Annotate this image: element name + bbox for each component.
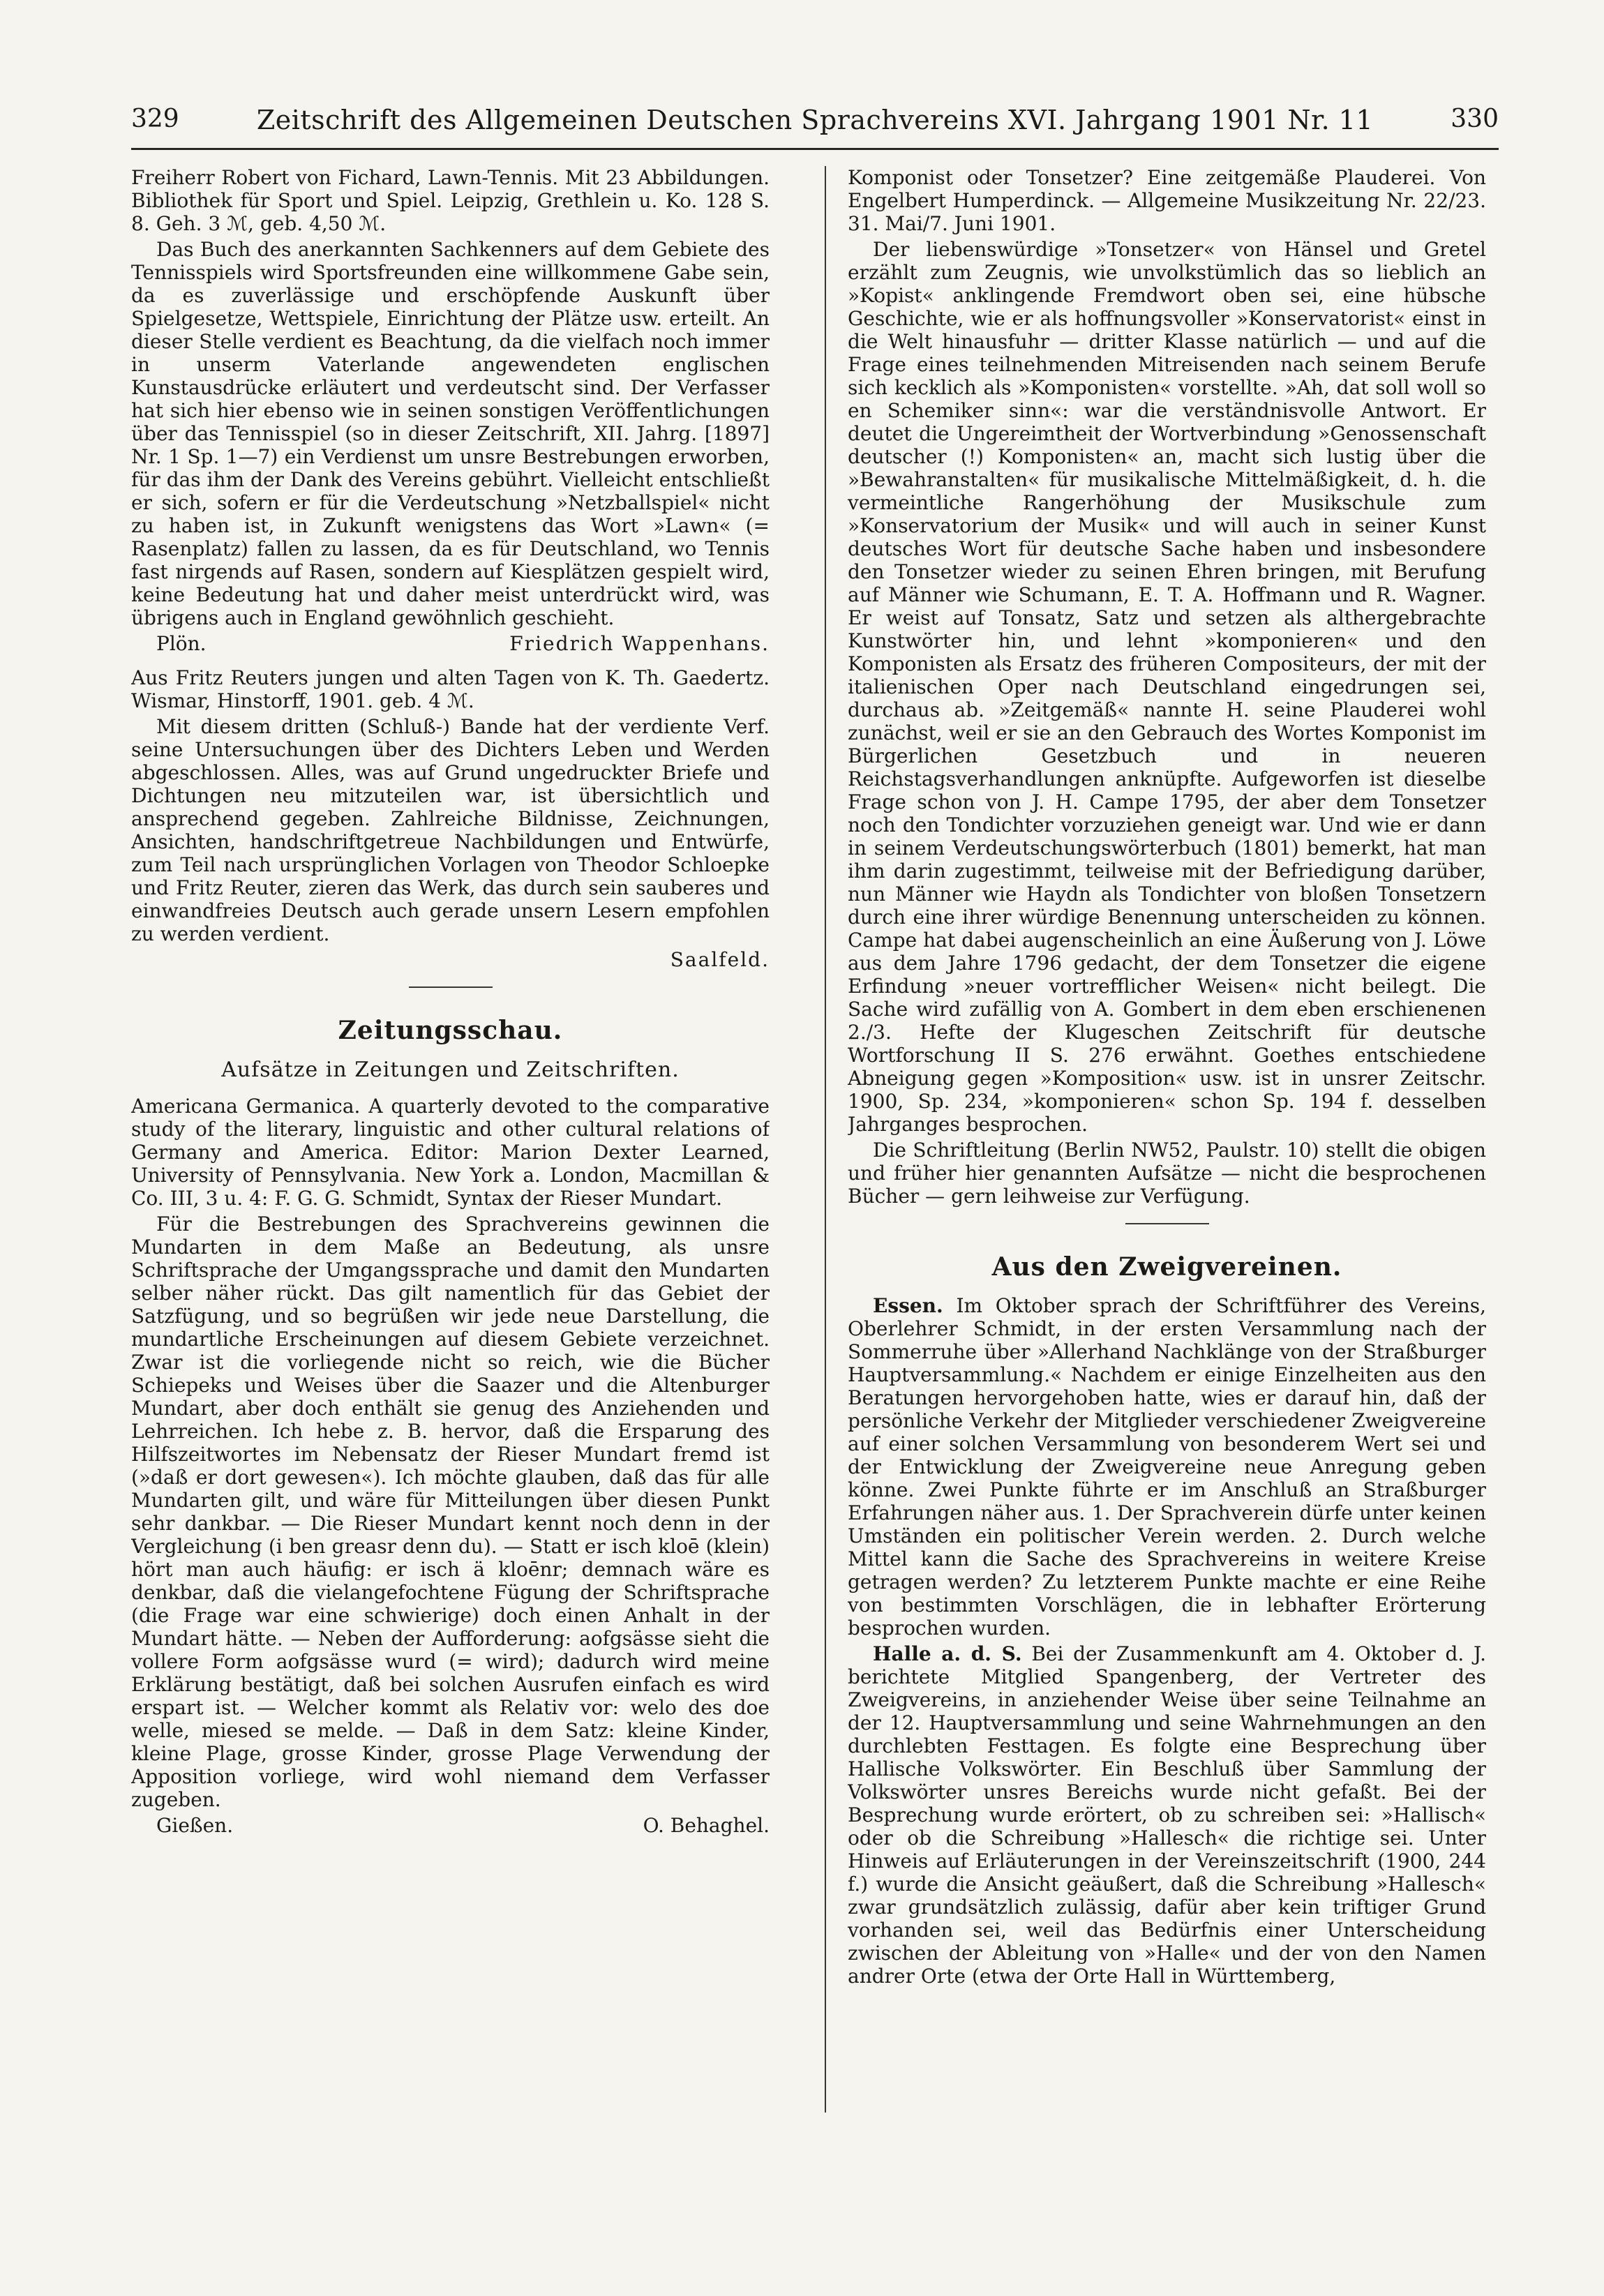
section-divider	[1125, 1223, 1209, 1224]
report-halle	[848, 1642, 1486, 1988]
left-column	[131, 166, 770, 2231]
page-header	[131, 105, 1499, 147]
report-place-halle: Halle a. d. S.	[873, 1642, 1022, 1665]
review-title-americana: Americana Germanica. A quarterly devoted to the comparative study of the literary, linguistic and other cultural relations of Germany and America. Editor: Marion Dexter Learned, University of Pennsylvania. New York a. London, Macmillan & Co. III, 3 u. 4: F. G. G. Schmidt, Syntax der Rieser Mundart.	[131, 1095, 770, 1210]
signature-behaghel	[131, 1814, 770, 1837]
review-body-reuter: Mit diesem dritten (Schluß-) Bande hat der verdiente Verf. seine Untersuchungen über des Dichters Leben und Werden abgeschlossen. Alles, was auf Grund ungedruckter Briefe und Dichtungen neu mitzuteilen war, ist übersichtlich und ansprechend gegeben. Zahlreiche Bildnisse, Zeichnungen, Ansichten, handschriftgetreue Nachbildungen und Entwürfe, zum Teil nach ursprünglichen Vorlagen von Theodor Schloepke und Fritz Reuter, zieren das Werk, das durch sein sauberes und einwandfreies Deutsch auch gerade unsern Lesern empfohlen zu werden verdient.	[131, 715, 770, 945]
signature-wappenhans	[131, 632, 770, 655]
review-title-komponist: Komponist oder Tonsetzer? Eine zeitgemäße Plauderei. Von Engelbert Humperdinck. — Allgemeine Musikzeitung Nr. 22/23. 31. Mai/7. Juni 1901.	[848, 166, 1486, 235]
section-subtitle-aufsaetze: Aufsätze in Zeitungen und Zeitschriften.	[221, 1058, 680, 1082]
review-body-komponist: Der liebenswürdige »Tonsetzer« von Hänsel und Gretel erzählt zum Zeugnis, wie unvolkstümlich das so lieblich an »Kopist« anklingende Fremdwort oben sei, eine hübsche Geschichte, wie er als hoffnungsvoller »Konservatorist« einst in die Welt hinausfuhr — dritter Klasse natürlich — und auf die Frage eines teilnehmenden Mitreisenden nach seinem Berufe sich kecklich als »Komponisten« vorstellte. »Ah, dat soll woll so en Schemiker sinn«: war die verständnisvolle Antwort. Er deutet die Ungereimtheit der Wortverbindung »Genossenschaft deutscher (!) Komponisten« an, macht sich lustig über die »Bewahranstalten« für musikalische Mittelmäßigkeit, d. h. die vermeintliche Rangerhöhung der Musikschule zum »Konservatorium der Musik« und will auch in seiner Kunst deutsches Wort für deutsche Sache haben und insbesondere den Tonsetzer wieder zu seinen Ehren bringen, mit Berufung auf Männer wie Schumann, E. T. A. Hoffmann und R. Wagner. Er weist auf Tonsatz, Satz und setzen als althergebrachte Kunstwörter hin, und lehnt »komponieren« und den Komponisten als Ersatz des früheren Compositeurs, der mit der italienischen Oper nach Deutschland eingedrungen sei, durchaus ab. »Zeitgemäß« nannte H. seine Plauderei wohl zunächst, weil er sie an den Gebrauch des Wortes Komponist im Bürgerlichen Gesetzbuch und in neueren Reichstagsverhandlungen anknüpfte. Aufgeworfen ist dieselbe Frage schon von J. H. Campe 1795, der aber dem Tonsetzer noch den Tondichter vorzuziehen geneigt war. Und wie er dann in seinem Verdeutschungswörterbuch (1801) bemerkt, hat man ihm darin zugestimmt, teilweise mit der Befriedigung darüber, nun Männer wie Haydn als Tondichter von bloßen Tonsetzern durch eine ihrer würdige Benennung unterscheiden zu können. Campe hat dabei augenscheinlich an eine Äußerung von J. Löwe aus dem Jahre 1796 gedacht, der dem Tonsetzer die eigene Erfindung »neuer vortrefflicher Weisen« nicht beilegt. Die Sache wird zufällig von A. Gombert in dem eben erschienenen 2./3. Hefte der Klugeschen Zeitschrift für deutsche Wortforschung II S. 276 erwähnt. Goethes entschiedene Abneigung gegen »Komposition« usw. ist in unsrer Zeitschr. 1900, Sp. 234, »komponieren« schon Sp. 194 f. desselben Jahrganges besprochen.	[848, 238, 1486, 1136]
page-number-left: 329	[131, 105, 179, 133]
journal-title: Zeitschrift des Allgemeinen Deutschen Sprachvereins XVI. Jahrgang 1901 Nr. 11	[256, 105, 1374, 135]
section-divider	[409, 986, 493, 988]
header-rule	[131, 148, 1499, 150]
report-text-halle: Bei der Zusammenkunft am 4. Oktober d. J. berichtete Mitglied Spangenberg, der Vertreter des Zweigvereins, in anziehender Weise über seine Teilnahme an der 12. Hauptversammlung und seine Wahrnehmungen an den durchlebten Festtagen. Es folgte eine Besprechung über Hallische Volkswörter. Ein Beschluß über Sammlung der Volkswörter unsres Bereichs wurde nicht gefaßt. Bei der Besprechung wurde erörtert, ob zu schreiben sei: »Hallisch« oder ob die Schreibung »Hallesch« die richtige sei. Unter Hinweis auf Erläuterungen in der Vereinszeitschrift (1900, 244 f.) wurde die Ansicht geäußert, daß die Schreibung »Hallesch« zwar grundsätzlich zulässig, dafür aber kein triftiger Grund vorhanden sei, weil das Bedürfnis einer Unterscheidung zwischen der Ableitung von »Halle« und der von den Namen andrer Orte (etwa der Orte Hall in Württemberg,	[848, 1642, 1486, 1988]
review-title-reuter: Aus Fritz Reuters jungen und alten Tagen von K. Th. Gaedertz. Wismar, Hinstorff, 1901. geb. 4 ℳ.	[131, 666, 770, 712]
signature-place: Plön.	[156, 632, 207, 655]
page-number-right: 330	[1451, 105, 1499, 133]
column-divider	[825, 166, 826, 2113]
report-text-essen: Im Oktober sprach der Schriftführer des Vereins, Oberlehrer Schmidt, in der ersten Versammlung nach der Sommerruhe über »Allerhand Nachklänge von der Straßburger Hauptversammlung.« Nachdem er einige Einzelheiten aus den Beratungen hervorgehoben hatte, wies er darauf hin, daß der persönliche Verkehr der Mitglieder verschiedener Zweigvereine auf einer solchen Versammlung von besonderem Wert sei und der Entwicklung der Zweigvereine neue Anregung geben könne. Zwei Punkte führte er im Anschluß an Straßburger Erfahrungen näher aus. 1. Der Sprachverein dürfe unter keinen Umständen ein politischer Verein werden. 2. Durch welche Mittel kann die Sache des Sprachvereins in weitere Kreise getragen werden? Zu letzterem Punkte machte er eine Reihe von bestimmten Vorschlägen, die in lebhafter Erörterung besprochen wurden.	[848, 1294, 1486, 1640]
signature-author: Friedrich Wappenhans.	[509, 632, 770, 655]
section-title-zeitungsschau: Zeitungsschau.	[338, 1016, 563, 1045]
review-title-lawn-tennis: Freiherr Robert von Fichard, Lawn-Tennis. Mit 23 Abbildungen. Bibliothek für Sport und Spiel. Leipzig, Grethlein u. Ko. 128 S. 8. Geh. 3 ℳ, geb. 4,50 ℳ.	[131, 166, 770, 235]
signature-author: O. Behaghel.	[643, 1814, 770, 1837]
right-column	[848, 166, 1486, 2231]
section-title-zweigvereine: Aus den Zweigvereinen.	[991, 1252, 1342, 1282]
editorial-notice: Die Schriftleitung (Berlin NW52, Paulstr. 10) stellt die obigen und früher hier genannten Aufsätze — nicht die besprochenen Bücher — gern leihweise zur Verfügung.	[848, 1139, 1486, 1208]
signature-saalfeld	[131, 948, 770, 971]
signature-author: Saalfeld.	[670, 948, 770, 971]
signature-place: Gießen.	[156, 1814, 234, 1837]
review-body-americana: Für die Bestrebungen des Sprachvereins gewinnen die Mundarten in dem Maße an Bedeutung, als unsre Schriftsprache der Umgangssprache und damit den Mundarten selber näher rückt. Das gilt namentlich für das Gebiet der Satzfügung, und so begrüßen wir jede neue Darstellung, die mundartliche Erscheinungen auf diesem Gebiete verzeichnet. Zwar ist die vorliegende nicht so reich, wie die Bücher Schiepeks und Weises über die Saazer und die Altenburger Mundart, aber doch enthält sie genug des Anziehenden und Lehrreichen. Ich hebe z. B. hervor, daß die Ersparung des Hilfszeitwortes im Nebensatz der Rieser Mundart fremd ist (»daß er dort gewesen«). Ich möchte glauben, daß das für alle Mundarten gilt, und wäre für Mitteilungen über diesen Punkt sehr dankbar. — Die Rieser Mundart kennt noch denn in der Vergleichung (i ben greasr denn du). — Statt er isch kloē (klein) hört man auch häufig: er isch ä kloēnr; demnach wäre es denkbar, daß die vielangefochtene Fügung der Schriftsprache (die Frage war eine schwierige) doch einen Anhalt in der Mundart hätte. — Neben der Aufforderung: aofgsässe sieht die vollere Form aofgsässe wurd (= wird); dadurch wird meine Erklärung bestätigt, daß bei solchen Ausrufen einfach es wird erspart ist. — Welcher kommt als Relativ vor: welo des doe welle, miesed se melde. — Daß in dem Satz: kleine Kinder, kleine Plage, grosse Kinder, grosse Plage Verwendung der Apposition vorliege, wird wohl niemand dem Verfasser zugeben.	[131, 1213, 770, 1811]
review-body-lawn-tennis: Das Buch des anerkannten Sachkenners auf dem Gebiete des Tennisspiels wird Sportsfreunden eine willkommene Gabe sein, da es zuverlässige und erschöpfende Auskunft über Spielgesetze, Wettspiele, Einrichtung der Plätze usw. erteilt. An dieser Stelle verdient es Beachtung, da die vielfach noch immer in unserm Vaterlande angewendeten englischen Kunstausdrücke erläutert und verdeutscht sind. Der Verfasser hat sich hier ebenso wie in seinen sonstigen Veröffentlichungen über das Tennisspiel (so in dieser Zeitschrift, XII. Jahrg. [1897] Nr. 1 Sp. 1—7) ein Verdienst um unsre Bestrebungen erworben, für das ihm der Dank des Vereins gebührt. Vielleicht entschließt er sich, sofern er für die Verdeutschung »Netzballspiel« nicht zu haben ist, in Zukunft wenigstens das Wort »Lawn« (= Rasenplatz) fallen zu lassen, da es für Deutschland, wo Tennis fast nirgends auf Rasen, sondern auf Kiesplätzen gespielt wird, keine Bedeutung hat und daher meist unterdrückt wird, was übrigens auch in England gewöhnlich geschieht.	[131, 238, 770, 629]
report-essen	[848, 1294, 1486, 1640]
report-place-essen: Essen.	[873, 1294, 943, 1317]
